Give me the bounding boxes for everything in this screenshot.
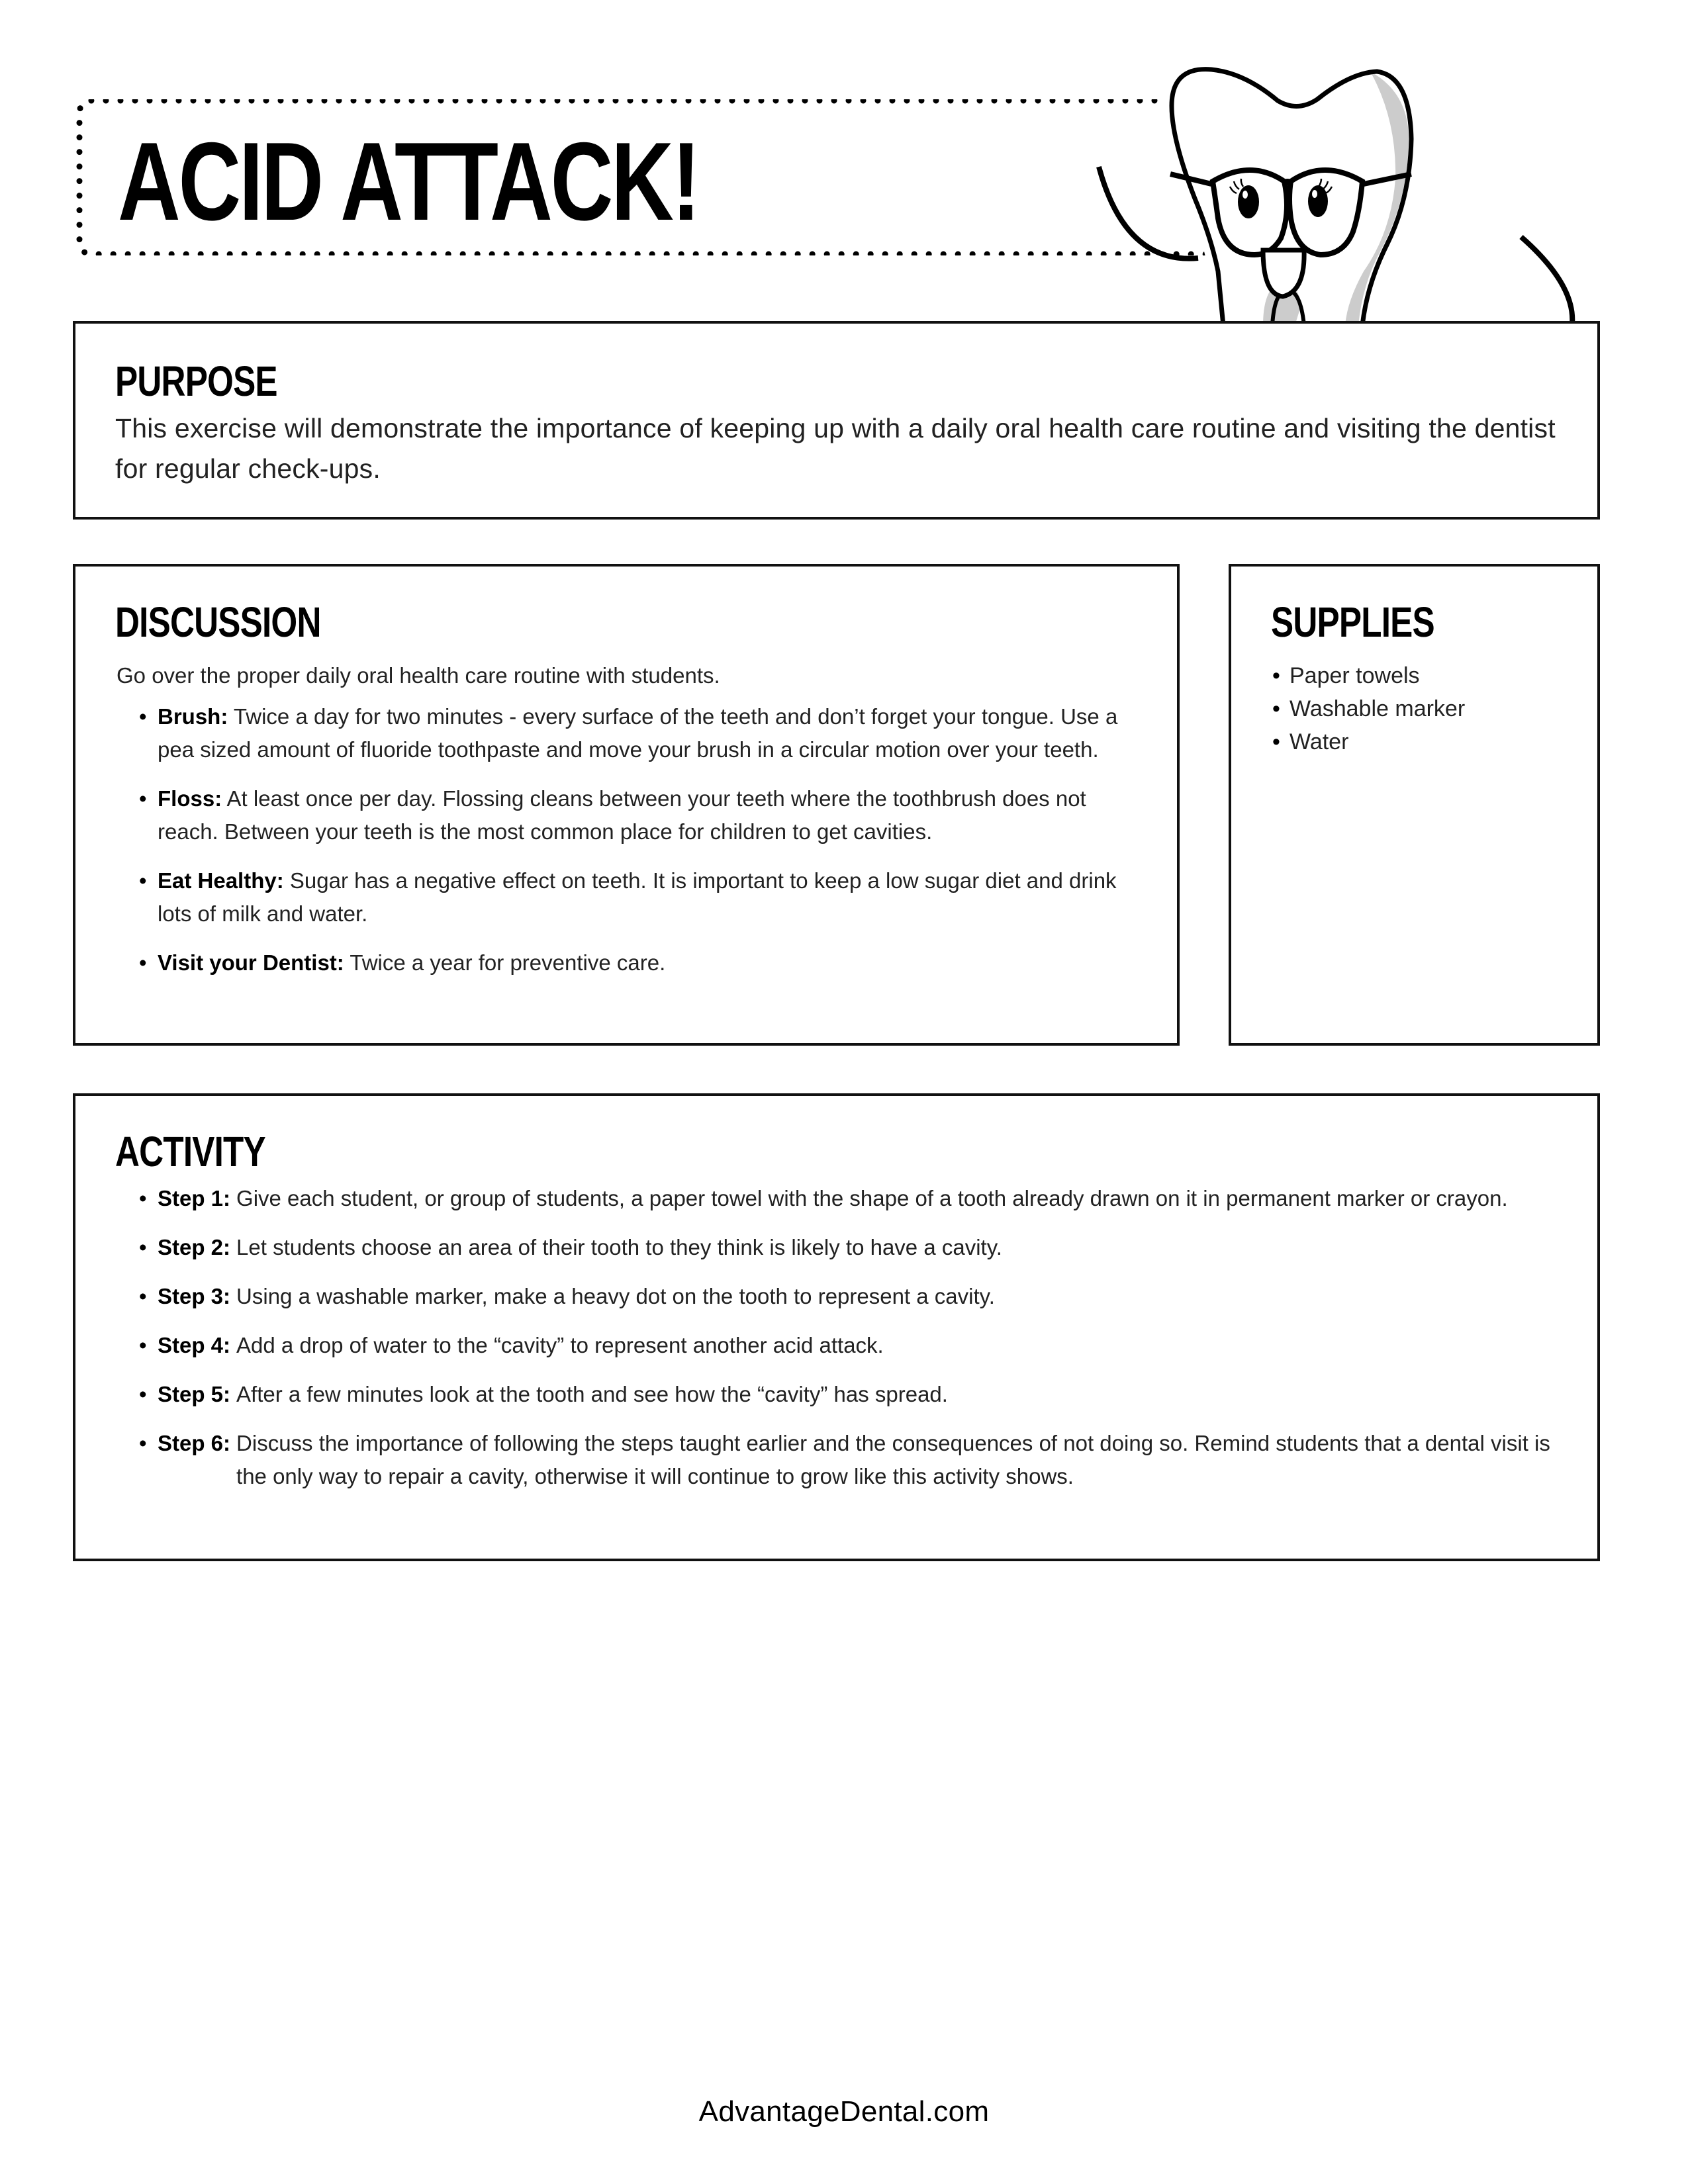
activity-step-3 (139, 1280, 1575, 1313)
item-text: Twice a day for two minutes - every surface of the teeth and don’t forget your tongue. Use a pea sized amount of fluoride toothpaste and move your brush in a circular motion over your teeth. (158, 704, 1118, 762)
item-text: Twice a year for preventive care. (350, 950, 666, 975)
activity-heading: ACTIVITY (115, 1128, 265, 1175)
item-text: At least once per day. Flossing cleans between your teeth where the toothbrush does not reach. Between your teeth is the most common place for children to get cavities. (158, 786, 1086, 844)
discussion-intro: Go over the proper daily oral health care routine with students. (117, 663, 720, 688)
page-title: ACID ATTACK! (118, 119, 699, 244)
item-label: Brush: (158, 704, 228, 729)
supply-item: • Paper towels (1272, 659, 1465, 692)
discussion-item-floss (139, 782, 1145, 848)
discussion-item-visit-dentist (139, 946, 1145, 979)
item-label: Visit your Dentist: (158, 950, 344, 975)
activity-step-4 (139, 1329, 1575, 1362)
discussion-heading: DISCUSSION (115, 598, 321, 646)
activity-section (73, 1093, 1600, 1561)
step-label: • Step 6: (158, 1431, 231, 1455)
purpose-heading: PURPOSE (115, 357, 277, 405)
step-text: Add a drop of water to the “cavity” to represent another acid attack. (236, 1333, 884, 1357)
discussion-list (139, 700, 1145, 995)
supplies-section (1229, 564, 1600, 1046)
step-text: Give each student, or group of students, a paper towel with the shape of a tooth already drawn on it in permanent marker or crayon. (236, 1186, 1508, 1210)
supplies-list (1272, 659, 1465, 758)
discussion-section (73, 564, 1180, 1046)
step-text: Let students choose an area of their tooth to they think is likely to have a cavity. (236, 1235, 1002, 1259)
supply-item: • Washable marker (1272, 692, 1465, 725)
activity-step-1 (139, 1182, 1575, 1215)
footer-website-link[interactable]: AdvantageDental.com (698, 2095, 990, 2128)
item-label: Floss: (158, 786, 222, 811)
activity-step-5 (139, 1378, 1575, 1411)
step-label: • Step 5: (158, 1382, 231, 1406)
step-label: • Step 3: (158, 1284, 231, 1308)
step-text: After a few minutes look at the tooth and see how the “cavity” has spread. (236, 1382, 948, 1406)
step-text: Discuss the importance of following the steps taught earlier and the consequences of not doing so. Remind students that a dental visit is the only way to repair a cavity, otherwise it will continue to grow like this activity shows. (236, 1431, 1550, 1488)
activity-steps (139, 1182, 1575, 1509)
discussion-item-eat-healthy (139, 864, 1145, 931)
step-label: • Step 2: (158, 1235, 231, 1259)
step-label: • Step 1: (158, 1186, 231, 1210)
purpose-section (73, 321, 1600, 520)
activity-step-6 (139, 1427, 1575, 1493)
purpose-text: This exercise will demonstrate the importance of keeping up with a daily oral health care routine and visiting the dentist for regular check-ups. (115, 413, 1556, 484)
step-text: Using a washable marker, make a heavy dot on the tooth to represent a cavity. (236, 1284, 995, 1308)
supply-item: • Water (1272, 725, 1465, 758)
discussion-item-brush (139, 700, 1145, 766)
supplies-heading: SUPPLIES (1271, 598, 1434, 646)
right-arm-icon (1521, 237, 1572, 324)
item-label: Eat Healthy: (158, 868, 284, 893)
item-text: Sugar has a negative effect on teeth. It is important to keep a low sugar diet and drink lots of milk and water. (158, 868, 1117, 926)
tooth-mascot-icon (1086, 40, 1589, 324)
activity-step-2 (139, 1231, 1575, 1264)
step-label: • Step 4: (158, 1333, 231, 1357)
